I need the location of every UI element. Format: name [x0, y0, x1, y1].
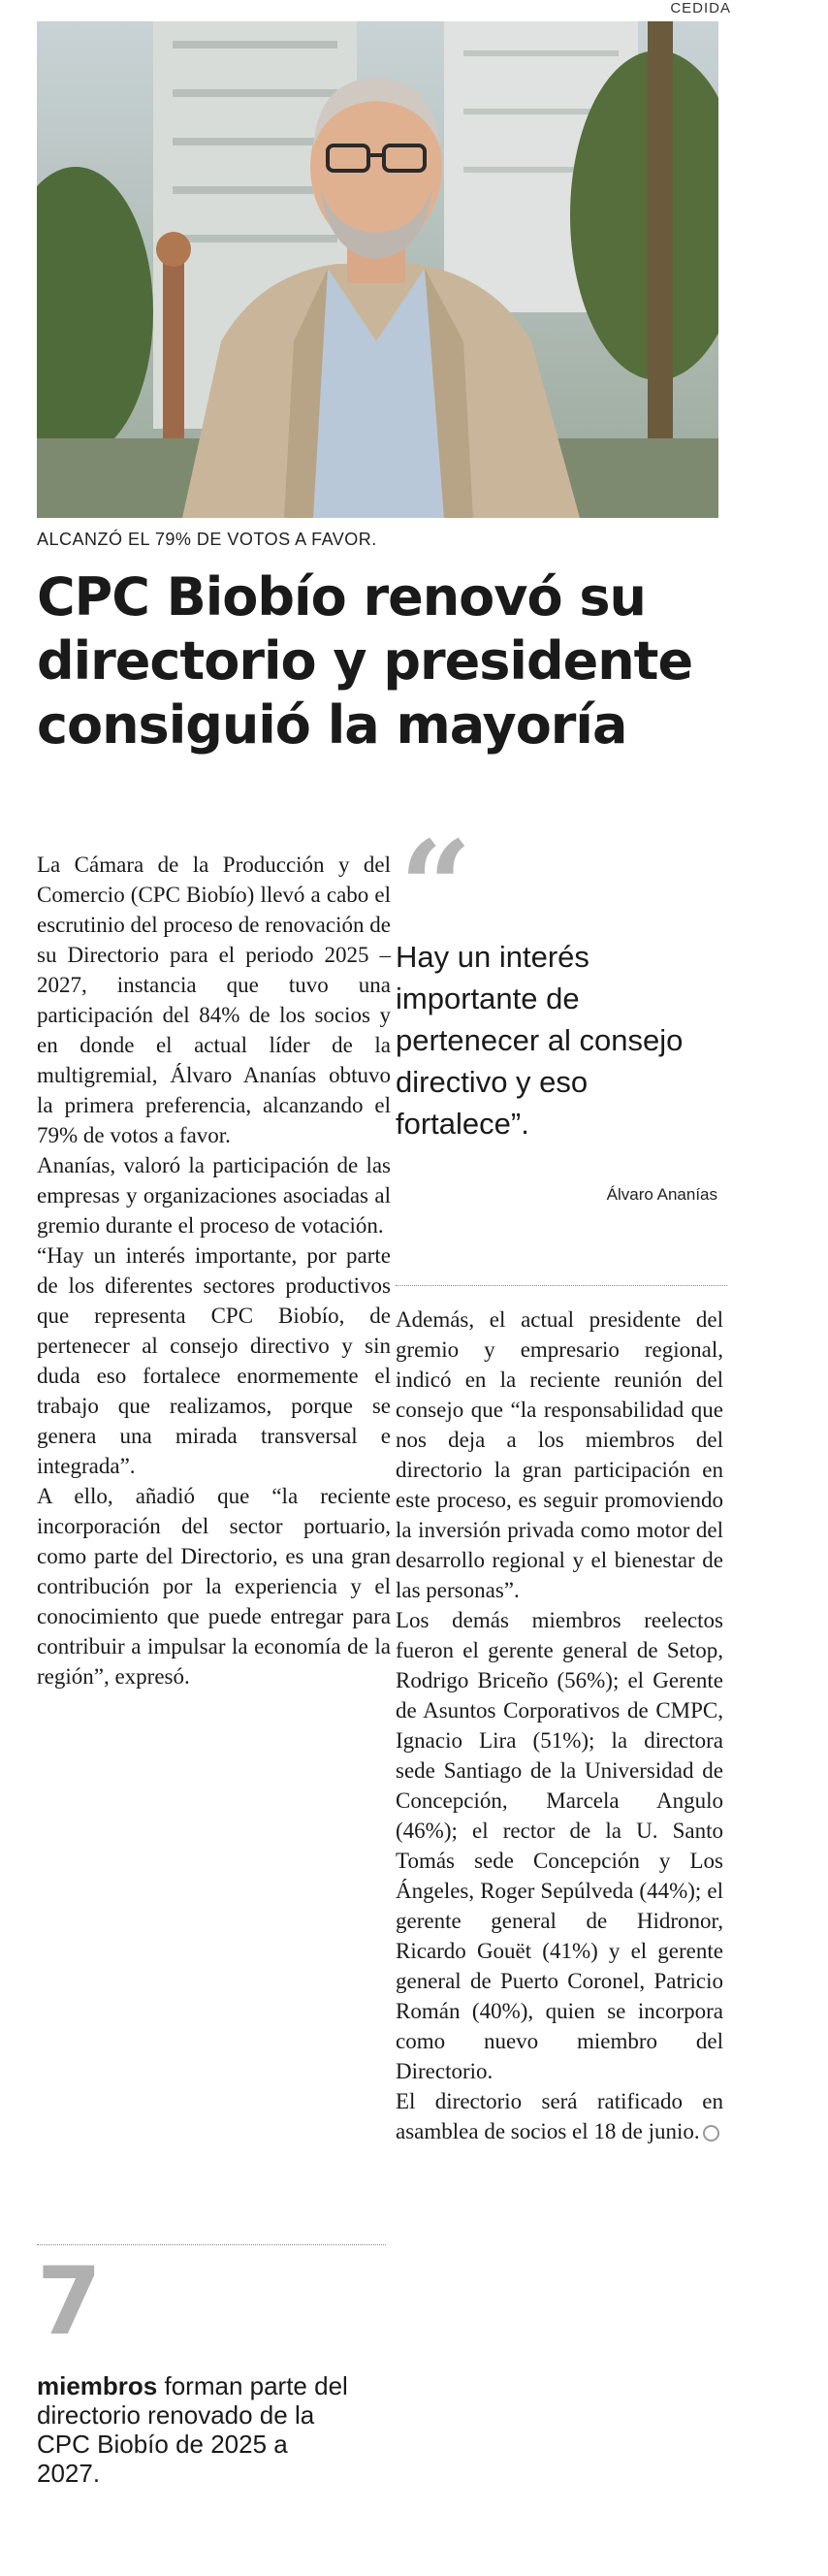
divider — [37, 2244, 386, 2245]
pull-quote-author: Álvaro Ananías — [606, 1185, 717, 1204]
article-photo — [37, 21, 718, 518]
end-of-article-icon — [703, 2125, 719, 2141]
paragraph: Además, el actual presidente del gremio y empresario regional, indicó en la reciente reunión del consejo que “la responsabilidad que nos deja a los miembros del directorio la gran participación en este proceso, es seguir promoviendo la inversión privada como motor del desarrollo regional y el bienestar de las personas”. — [396, 1307, 723, 1602]
divider — [396, 1285, 727, 1286]
paragraph: “Hay un interés importante, por parte de los diferentes sectores productivos que representa CPC Biobío, de pertenecer al consejo directivo y sin duda eso fortalece enormemente el trabajo que realizamos, porque se genera una mirada transversal e integrada”. — [37, 1243, 391, 1478]
article-body-right-column — [396, 1304, 723, 2146]
stat-bold-word: miembros — [37, 2371, 158, 2400]
paragraph: A ello, añadió que “la reciente incorporación del sector portuario, como parte del Directorio, es una gran contribución por la experiencia y el conocimiento que puede entregar para contribuir a impulsar la economía de la región”, expresó. — [37, 1484, 391, 1689]
pull-quote — [396, 813, 725, 1205]
paragraph: Los demás miembros reelectos fueron el gerente general de Setop, Rodrigo Briceño (56%); el Gerente de Asuntos Corporativos de CMPC, Ignacio Lira (51%); la directora sede Santiago de la Universidad de Concepción, Marcela Angulo (46%); el rector de la U. Santo Tomás sede Concepción y Los Ángeles, Roger Sepúlveda (44%); el gerente general de Hidronor, Ricardo Gouët (41%) y el gerente general de Puerto Coronel, Patricio Román (40%), quien se incorpora como nuevo miembro del Directorio. — [396, 1608, 723, 2083]
quote-mark-icon: “ — [399, 813, 472, 961]
photo-credit: CEDIDA — [670, 0, 731, 16]
paragraph: Ananías, valoró la participación de las empresas y organizaciones asociadas al gremio durante el proceso de votación. — [37, 1153, 391, 1238]
pull-quote-text: Hay un interés importante de pertenecer al consejo directivo y eso fortalece”. — [396, 940, 684, 1141]
stat-number: 7 — [37, 2247, 102, 2356]
article-headline: CPC Biobío renovó su directorio y presidente consiguió la mayoría — [37, 566, 693, 756]
photo-caption: ALCANZÓ EL 79% DE VOTOS A FAVOR. — [37, 530, 377, 549]
paragraph: La Cámara de la Producción y del Comercio (CPC Biobío) llevó a cabo el escrutinio del proceso de renovación de su Directorio para el periodo 2025 – 2027, instancia que tuvo una participación del 84% de los socios y en donde el actual líder de la multigremial, Álvaro Ananías obtuvo la primera preferencia, alcanzando el 79% de votos a favor. — [37, 853, 391, 1147]
stat-rest: forman parte del directorio renovado de la CPC Biobío de 2025 a 2027. — [37, 2371, 348, 2488]
stat-description — [37, 2371, 357, 2488]
paragraph — [396, 2086, 723, 2146]
closing-sentence: El directorio será ratificado en asamblea de socios el 18 de junio. — [396, 2089, 723, 2143]
article-body-left-column — [37, 850, 391, 1691]
